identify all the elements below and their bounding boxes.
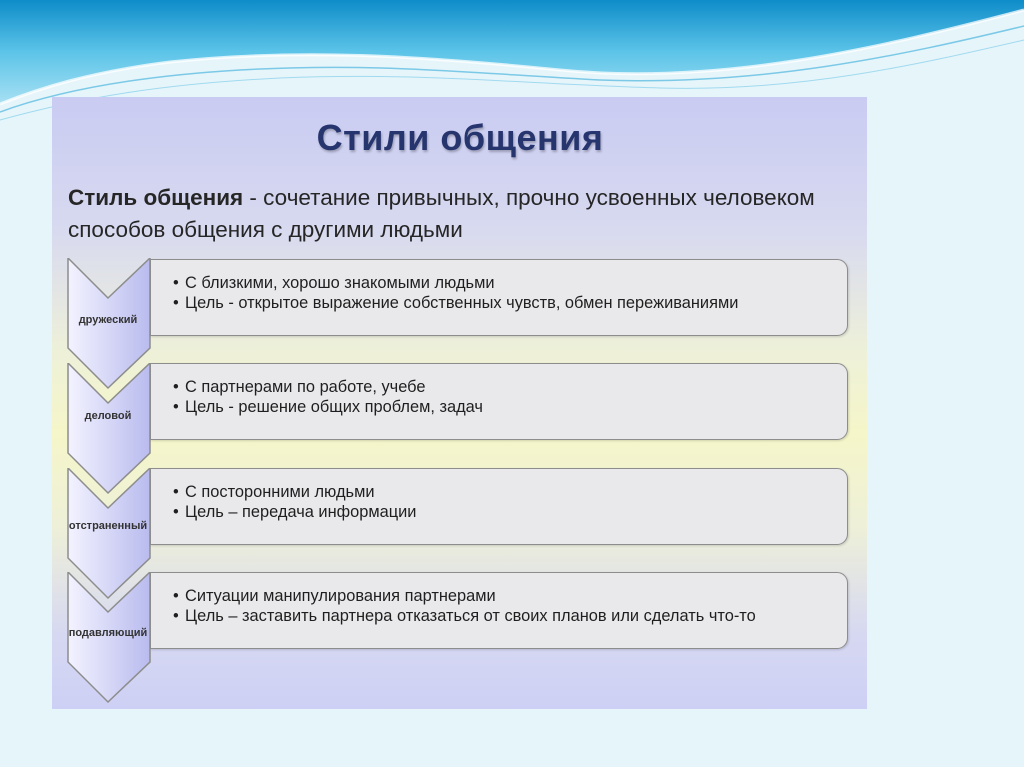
list-item: • С партнерами по работе, учебе [173,378,426,396]
list-item: • Цель - открытое выражение собственных чувств, обмен переживаниями [173,294,739,312]
style-label-friendly: дружеский [78,314,138,326]
list-item: • С посторонними людьми [173,483,375,501]
slide-title: Стили общения [316,117,604,158]
list-item: • Цель - решение общих проблем, задач [173,398,483,416]
style-label-detached: отстраненный [68,520,148,532]
definition-text [68,182,858,246]
definition-body: - сочетание привычных, прочно усвоенных человеком способов общения с другими людьми [68,185,815,242]
style-label-dominating: подавляющий [68,627,148,639]
list-item: • Цель – передача информации [173,503,417,521]
style-card-detached [150,468,848,545]
list-item: • Цель – заставить партнера отказаться от своих планов или сделать что-то [173,607,756,625]
style-label-business: деловой [84,410,132,422]
style-card-business [150,363,848,440]
style-card-dominating [150,572,848,649]
list-item: • Ситуации манипулирования партнерами [173,587,496,605]
list-item: • С близкими, хорошо знакомыми людьми [173,274,495,292]
style-card-friendly [150,259,848,336]
definition-term: Стиль общения [68,185,244,210]
